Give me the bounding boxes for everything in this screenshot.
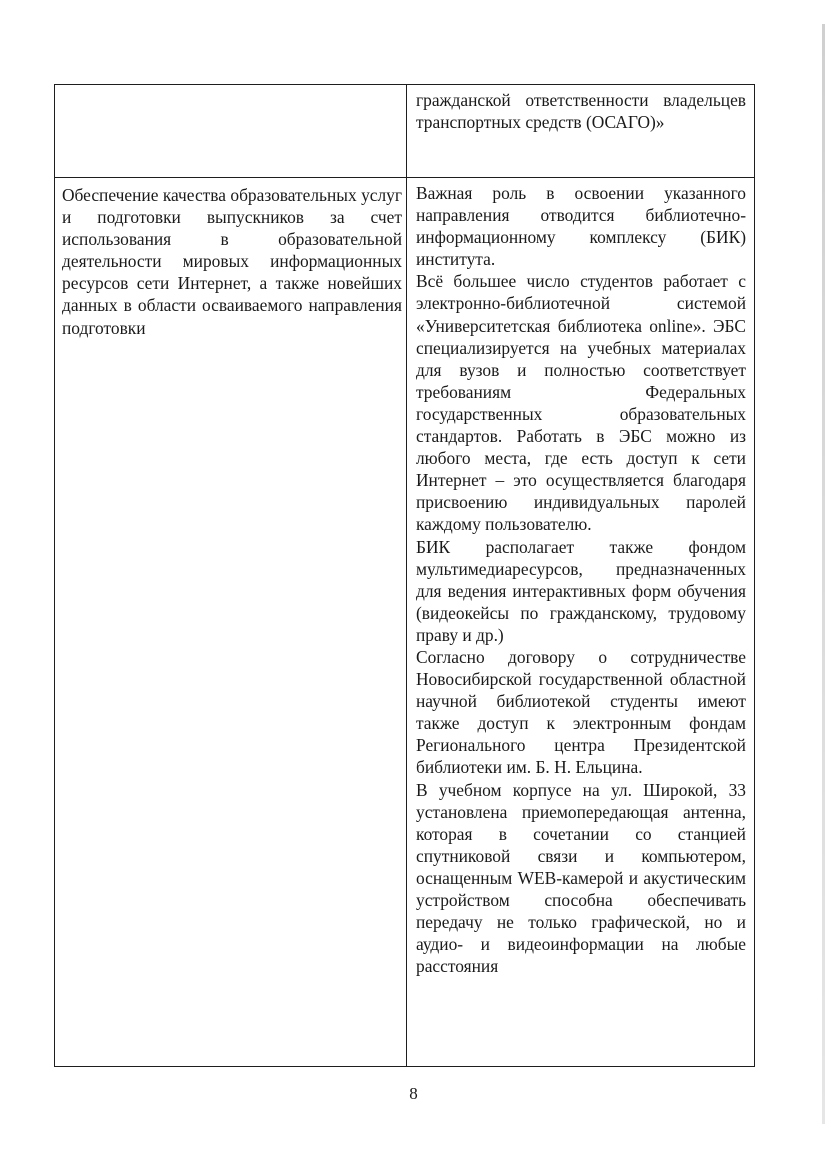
table-cell-left [55,178,407,1067]
paragraph-multimedia: БИК располагает также фондом мультимедиаресурсов, предназначенных для ведения интерактивных форм обучения (видеокейсы по гражданскому, трудовому праву и др.) [416,536,746,645]
cell-text [55,85,406,91]
table-row [55,85,755,178]
page-number: 8 [409,1084,418,1103]
paragraph-antenna: В учебном корпусе на ул. Широкой, 33 установлена приемопередающая антенна, которая в сочетании со станцией спутниковой связи и компьютером, оснащенным WEB-камерой и акустическим устройством способна обеспечивать передачу не только графической, но и аудио- и видеоинформации на любые расстояния [416,779,746,977]
content-table [54,84,755,1067]
paragraph-agreement: Согласно договору о сотрудничестве Новосибирской государственной областной научной библиотекой студенты имеют также доступ к электронным фондам Регионального центра Президентской библиотеки им. Б. Н. Ельцина. [416,646,746,778]
table-row [55,178,755,1067]
table-cell-right [407,85,755,178]
cell-paragraphs [407,178,754,977]
table-cell-left-empty [55,85,407,178]
scan-edge-shadow [822,24,825,1124]
cell-text: Обеспечение качества образовательных услуг и подготовки выпускников за счет использования в образовательной деятельности мировых информационных ресурсов сети Интернет, а также новейших данных в области осваиваемого направления подготовки [62,185,402,338]
cell-text: гражданской ответственности владельцев транспортных средств (ОСАГО)» [416,90,746,133]
table-cell-right [407,178,755,1067]
paragraph-bik-role: Важная роль в освоении указанного направления отводится библиотечно-информационному комплексу (БИК) института. [416,183,746,270]
paragraph-ebs: Всё большее число студентов работает с электронно-библиотечной системой «Университетская библиотека online». ЭБС специализируется на учебных материалах для вузов и полностью соответствует требованиям Федеральных государственных образовательных стандартов. Работать в ЭБС можно из любого места, где есть доступ к сети Интернет – это осуществляется благодаря присвоению индивидуальных паролей каждому пользователю. [416,271,746,535]
